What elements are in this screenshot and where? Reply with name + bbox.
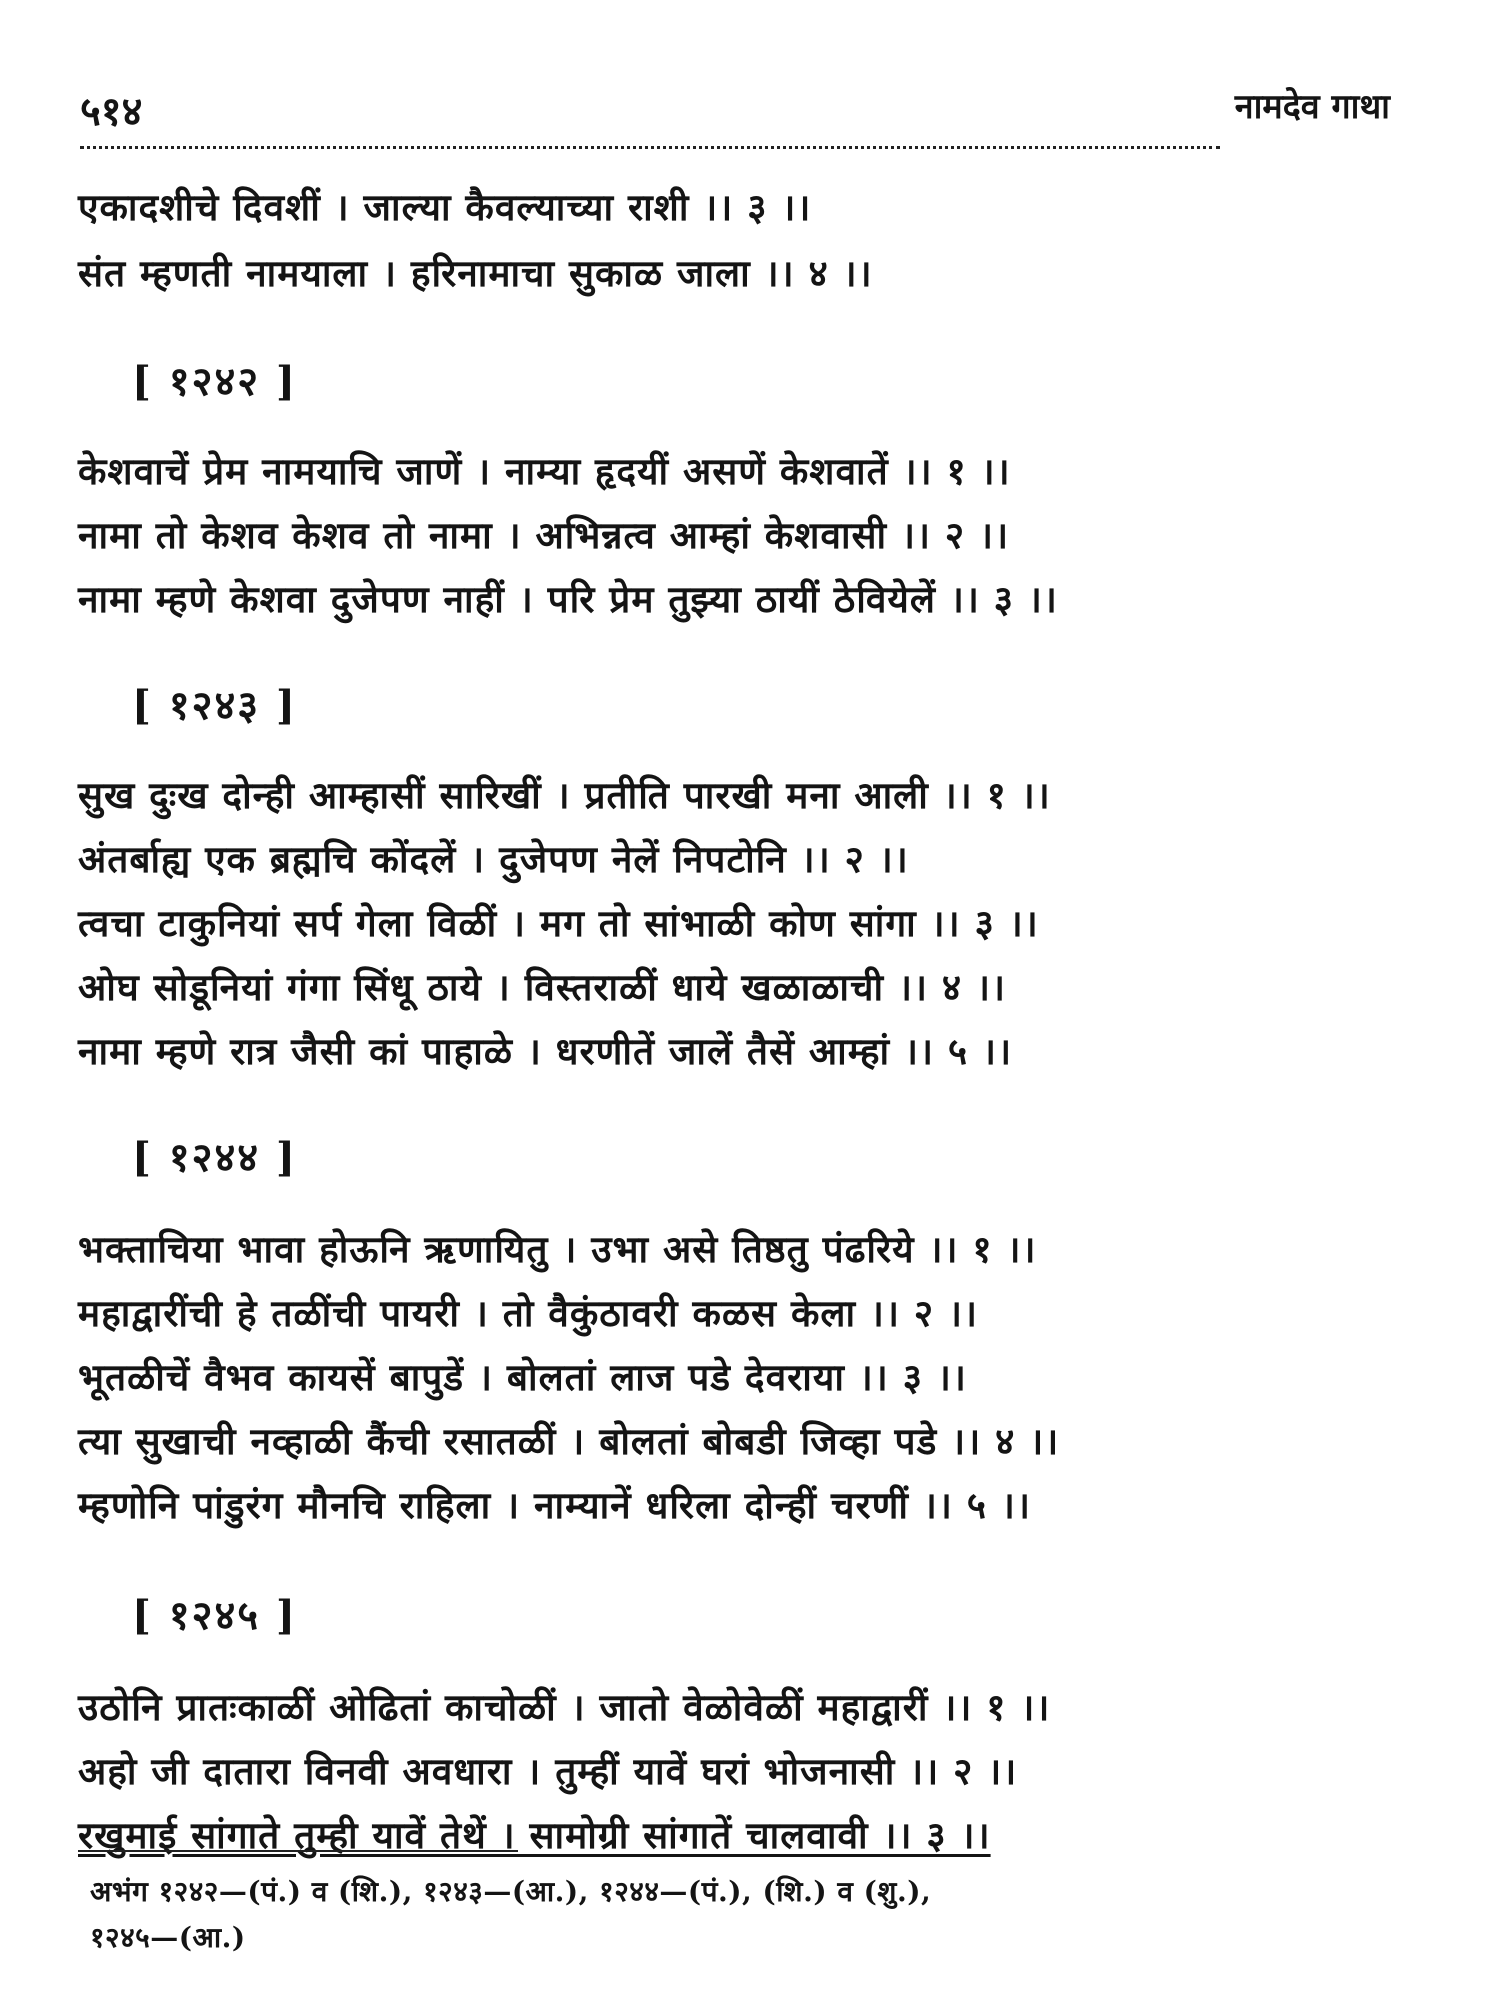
verse-line: केशवाचें प्रेम नामयाचि जाणें । नाम्या हृदयीं असणें केशवातें ।। १ ।।	[78, 449, 1011, 493]
verse-line: भूतळीचें वैभव कायसें बापुडें । बोलतां लाज पडे देवराया ।। ३ ।।	[78, 1355, 967, 1399]
verse-line: नामा म्हणे रात्र जैसी कां पाहाळे । धरणीतें जालें तैसें आम्हां ।। ५ ।।	[78, 1029, 1013, 1073]
abhang-number: [ १२४३ ]	[132, 682, 297, 729]
verse-line: त्वचा टाकुनियां सर्प गेला विळीं । मग तो सांभाळी कोण सांगा ।। ३ ।।	[78, 901, 1039, 945]
header-divider	[80, 146, 1220, 149]
verse-line: रखुमाई सांगाते तुम्ही यावें तेथें । सामोग्री सांगातें चालवावी ।। ३ ।।	[78, 1813, 991, 1857]
verse-line: अहो जी दातारा विनवी अवधारा । तुम्हीं यावें घरां भोजनासी ।। २ ।।	[78, 1749, 1018, 1793]
verse-line: ओघ सोडूनियां गंगा सिंधू ठाये । विस्तराळीं धाये खळाळाची ।। ४ ।।	[78, 965, 1007, 1009]
verse-line: संत म्हणती नामयाला । हरिनामाचा सुकाळ जाला ।। ४ ।।	[78, 251, 873, 295]
verse-line: एकादशीचे दिवशीं । जाल्या कैवल्याच्या राशी ।। ३ ।।	[78, 185, 812, 229]
verse-line: त्या सुखाची नव्हाळी कैंची रसातळीं । बोलतां बोबडी जिव्हा पडे ।। ४ ।।	[78, 1419, 1060, 1463]
verse-line: अंतर्बाह्य एक ब्रह्मचि कोंदलें । दुजेपण नेलें निपटोनि ।। २ ।।	[78, 837, 909, 881]
verse-line: म्हणोनि पांडुरंग मौनचि राहिला । नाम्यानें धरिला दोन्हीं चरणीं ।। ५ ।।	[78, 1483, 1031, 1527]
running-title: नामदेव गाथा	[1234, 87, 1390, 127]
page-number: ५१४	[80, 88, 143, 135]
footnote-divider	[78, 1850, 518, 1852]
abhang-number: [ १२४२ ]	[132, 358, 297, 405]
verse-line: भक्ताचिया भावा होऊनि ऋणायितु । उभा असे तिष्ठतु पंढरिये ।। १ ।।	[78, 1227, 1037, 1271]
footnote-line: अभंग १२४२—(पं.) व (शि.), १२४३—(आ.), १२४४—(पं.), (शि.) व (शु.),	[90, 1875, 932, 1908]
abhang-number: [ १२४५ ]	[132, 1592, 297, 1639]
verse-line: नामा तो केशव केशव तो नामा । अभिन्नत्व आम्हां केशवासी ।। २ ।।	[78, 513, 1010, 557]
footnote-line: १२४५—(आ.)	[90, 1921, 246, 1954]
verse-line: सुख दुःख दोन्ही आम्हासीं सारिखीं । प्रतीति पारखी मना आली ।। १ ।।	[78, 773, 1051, 817]
abhang-number: [ १२४४ ]	[132, 1134, 297, 1181]
verse-line: उठोनि प्रातःकाळीं ओढितां काचोळीं । जातो वेळोवेळीं महाद्वारीं ।। १ ।।	[78, 1685, 1051, 1729]
page-header	[80, 82, 1390, 142]
verse-line: महाद्वारींची हे तळींची पायरी । तो वैकुंठावरी कळस केला ।। २ ।।	[78, 1291, 979, 1335]
verse-line: नामा म्हणे केशवा दुजेपण नाहीं । परि प्रेम तुझ्या ठायीं ठेवियेलें ।। ३ ।।	[78, 577, 1058, 621]
